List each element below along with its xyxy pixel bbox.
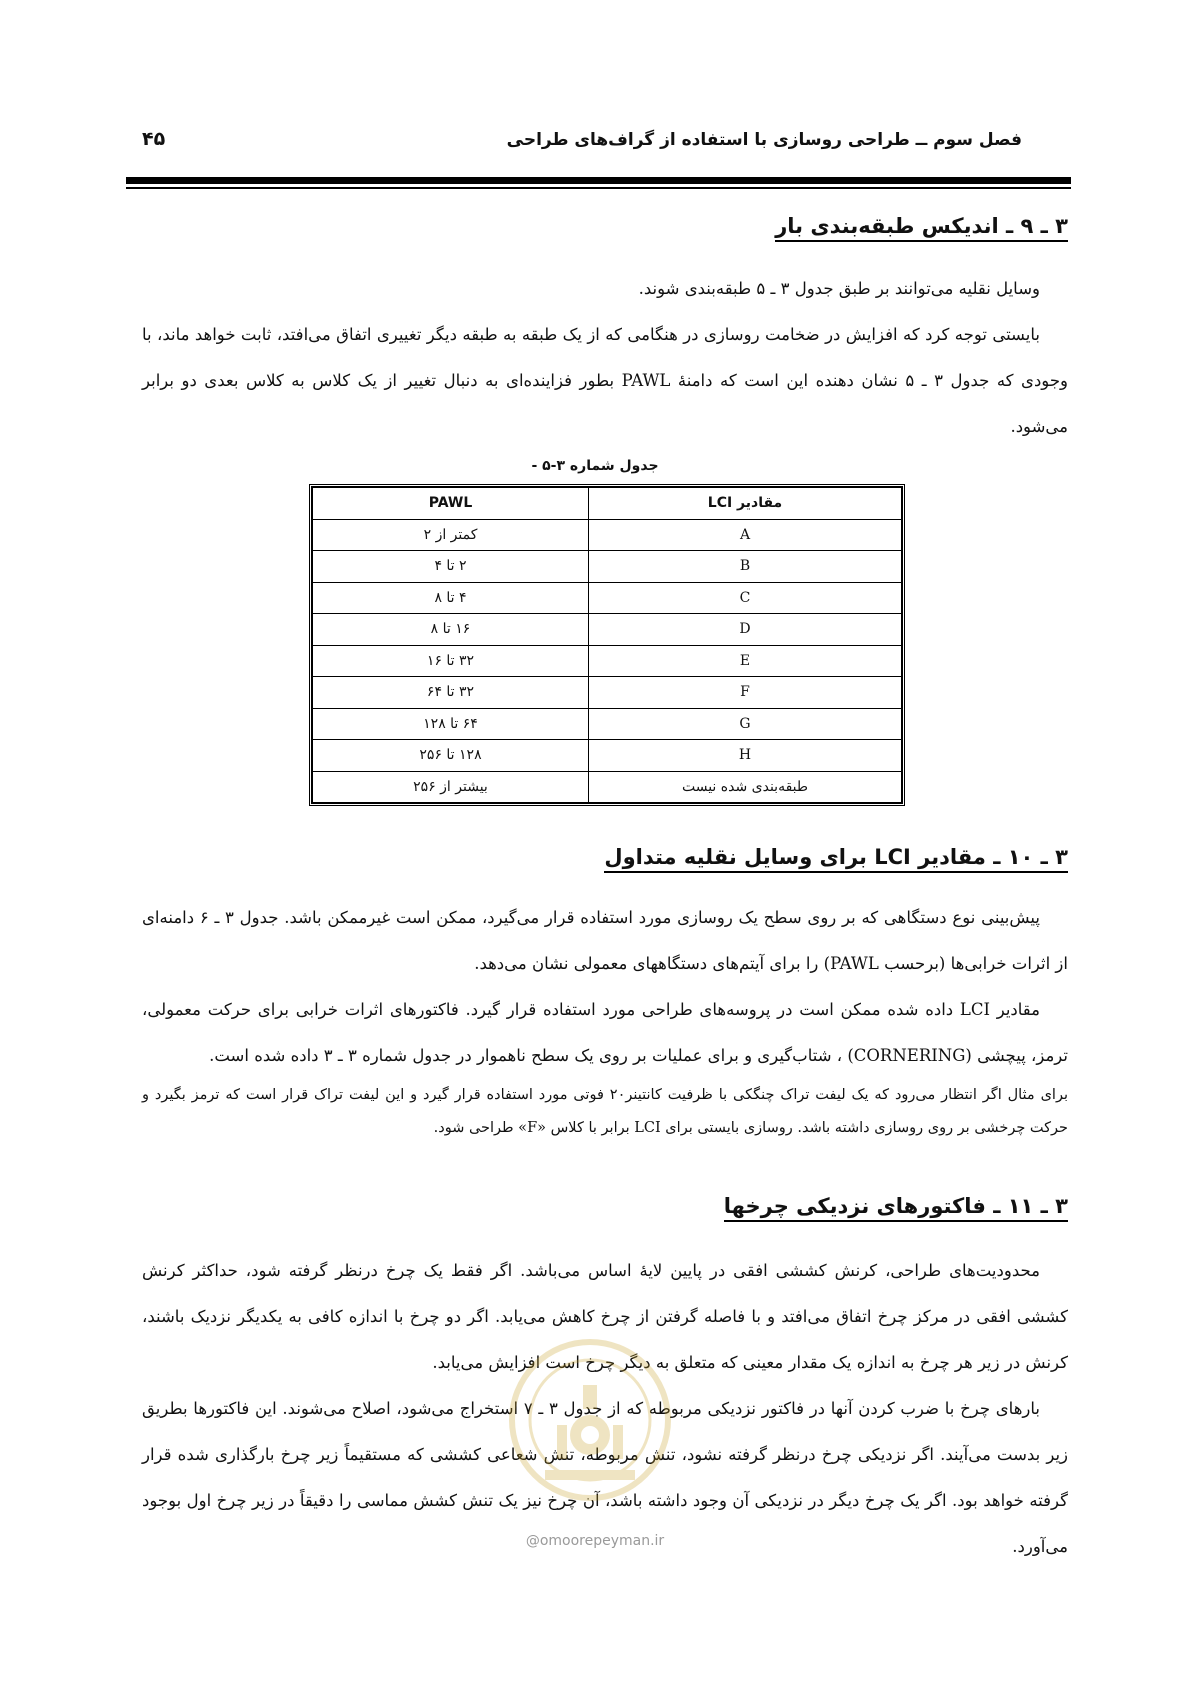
cell-pawl: ۲ تا ۴	[313, 551, 589, 583]
header-rule-thin	[126, 187, 1071, 189]
page-number: ۴۵	[142, 128, 166, 150]
cell-pawl: ۴ تا ۸	[313, 582, 589, 614]
cell-lci: B	[589, 551, 902, 583]
cell-pawl: بیشتر از ۲۵۶	[313, 771, 589, 803]
section-lci-values	[142, 845, 1068, 873]
cell-pawl: ۱۶ تا ۸	[313, 614, 589, 646]
cell-pawl: ۳۲ تا ۱۶	[313, 645, 589, 677]
cell-lci: E	[589, 645, 902, 677]
header-lci: مقادیر LCI	[589, 488, 902, 520]
cell-lci: F	[589, 677, 902, 709]
table-caption: جدول شماره ۳-۵ -	[531, 458, 659, 474]
paragraph: محدودیت‌های طراحی، کرنش کششی افقی در پایین لایهٔ اساس می‌باشد. اگر فقط یک چرخ درنظر گرفته شود، حداکثر کرنش کششی افقی در مرکز چرخ اتفاق می‌افتد و با فاصله گرفتن از چرخ کاهش می‌یابد. اگر دو چرخ با اندازه کافی به یکدیگر نزدیک باشند، کرنش در زیر هر چرخ به اندازه یک مقدار معینی که متعلق به دیگر چرخ است افزایش می‌یابد.	[142, 1261, 1068, 1372]
section-9-body	[142, 266, 1068, 450]
cell-pawl: ۳۲ تا ۶۴	[313, 677, 589, 709]
section-10-body	[142, 895, 1068, 1145]
cell-pawl: کمتر از ۲	[313, 519, 589, 551]
header-rule-thick	[126, 177, 1071, 184]
cell-pawl: ۶۴ تا ۱۲۸	[313, 708, 589, 740]
table-row	[313, 519, 902, 551]
example-paragraph: برای مثال اگر انتظار می‌رود که یک لیفت تراک چنگکی با ظرفیت کانتینر۲۰ فوتی مورد استفاده قرار گیرد و این لیفت تراک قرار است که ترمز بگیرد و حرکت چرخشی بر روی روسازی داشته باشد. روسازی بایستی برای LCI برابر با کلاس «F» طراحی شود.	[142, 1087, 1068, 1136]
table-header-row	[313, 488, 902, 520]
table-row	[313, 614, 902, 646]
table-row	[313, 708, 902, 740]
section-11-body	[142, 1248, 1068, 1570]
table-row	[313, 582, 902, 614]
watermark-url: @omoorepeyman.ir	[525, 1533, 665, 1549]
table-row	[313, 677, 902, 709]
section-heading: ۳ ـ ۹ ـ اندیکس طبقه‌بندی بار	[775, 214, 1068, 242]
table-row	[313, 771, 902, 803]
paragraph: مقادیر LCI داده شده ممکن است در پروسه‌های طراحی مورد استفاده قرار گیرد. فاکتورهای اثرات خرابی برای حرکت معمولی، ترمز، پیچشی (CORNERING) ، شتاب‌گیری و برای عملیات بر روی یک سطح ناهموار در جدول شماره ۳ ـ ۳ داده شده است.	[142, 1000, 1068, 1065]
paragraph: بایستی توجه کرد که افزایش در ضخامت روسازی در هنگامی که از یک طبقه به طبقه دیگر تغییری اتفاق می‌افتد، ثابت خواهد ماند، با وجودی که جدول ۳ ـ ۵ نشان دهنده این است که دامنهٔ PAWL بطور فزاینده‌ای به دنبال تغییر از یک کلاس به کلاس بعدی دو برابر می‌شود.	[142, 325, 1068, 436]
cell-pawl: ۱۲۸ تا ۲۵۶	[313, 740, 589, 772]
lci-pawl-table	[309, 484, 905, 806]
section-load-classification	[142, 214, 1068, 242]
paragraph: بارهای چرخ با ضرب کردن آنها در فاکتور نزدیکی مربوطه که از جدول ۳ ـ ۷ استخراج می‌شود، اصلاح می‌شوند. این فاکتورها بطریق زیر بدست می‌آیند. اگر نزدیکی چرخ درنظر گرفته نشود، تنش مربوطه، تنش شعاعی کششی که مستقیماً زیر چرخ بارگذاری شده قرار گرفته خواهد بود. اگر یک چرخ دیگر در نزدیکی آن وجود داشته باشد، آن چرخ نیز یک تنش کشش مماسی را دقیقاً در زیر چرخ اول بوجود می‌آورد.	[142, 1399, 1068, 1556]
cell-lci: G	[589, 708, 902, 740]
chapter-title: فصل سوم ــ طراحی روسازی با استفاده از گراف‌های طراحی	[506, 130, 1022, 150]
section-heading: ۳ ـ ۱۰ ـ مقادیر LCI برای وسایل نقلیه متداول	[604, 845, 1068, 873]
section-heading: ۳ ـ ۱۱ ـ فاکتورهای نزدیکی چرخها	[724, 1194, 1068, 1222]
table-row	[313, 740, 902, 772]
header-pawl: PAWL	[313, 488, 589, 520]
table-row	[313, 645, 902, 677]
cell-lci: طبقه‌بندی شده نیست	[589, 771, 902, 803]
paragraph: پیش‌بینی نوع دستگاهی که بر روی سطح یک روسازی مورد استفاده قرار می‌گیرد، ممکن است غیرممکن باشد. جدول ۳ ـ ۶ دامنه‌ای از اثرات خرابی‌ها (برحسب PAWL) را برای آیتم‌های دستگاههای معمولی نشان می‌دهد.	[142, 908, 1068, 973]
table-row	[313, 551, 902, 583]
cell-lci: H	[589, 740, 902, 772]
cell-lci: A	[589, 519, 902, 551]
cell-lci: C	[589, 582, 902, 614]
paragraph: وسایل نقلیه می‌توانند بر طبق جدول ۳ ـ ۵ طبقه‌بندی شوند.	[638, 279, 1040, 298]
section-wheel-proximity	[142, 1194, 1068, 1222]
cell-lci: D	[589, 614, 902, 646]
